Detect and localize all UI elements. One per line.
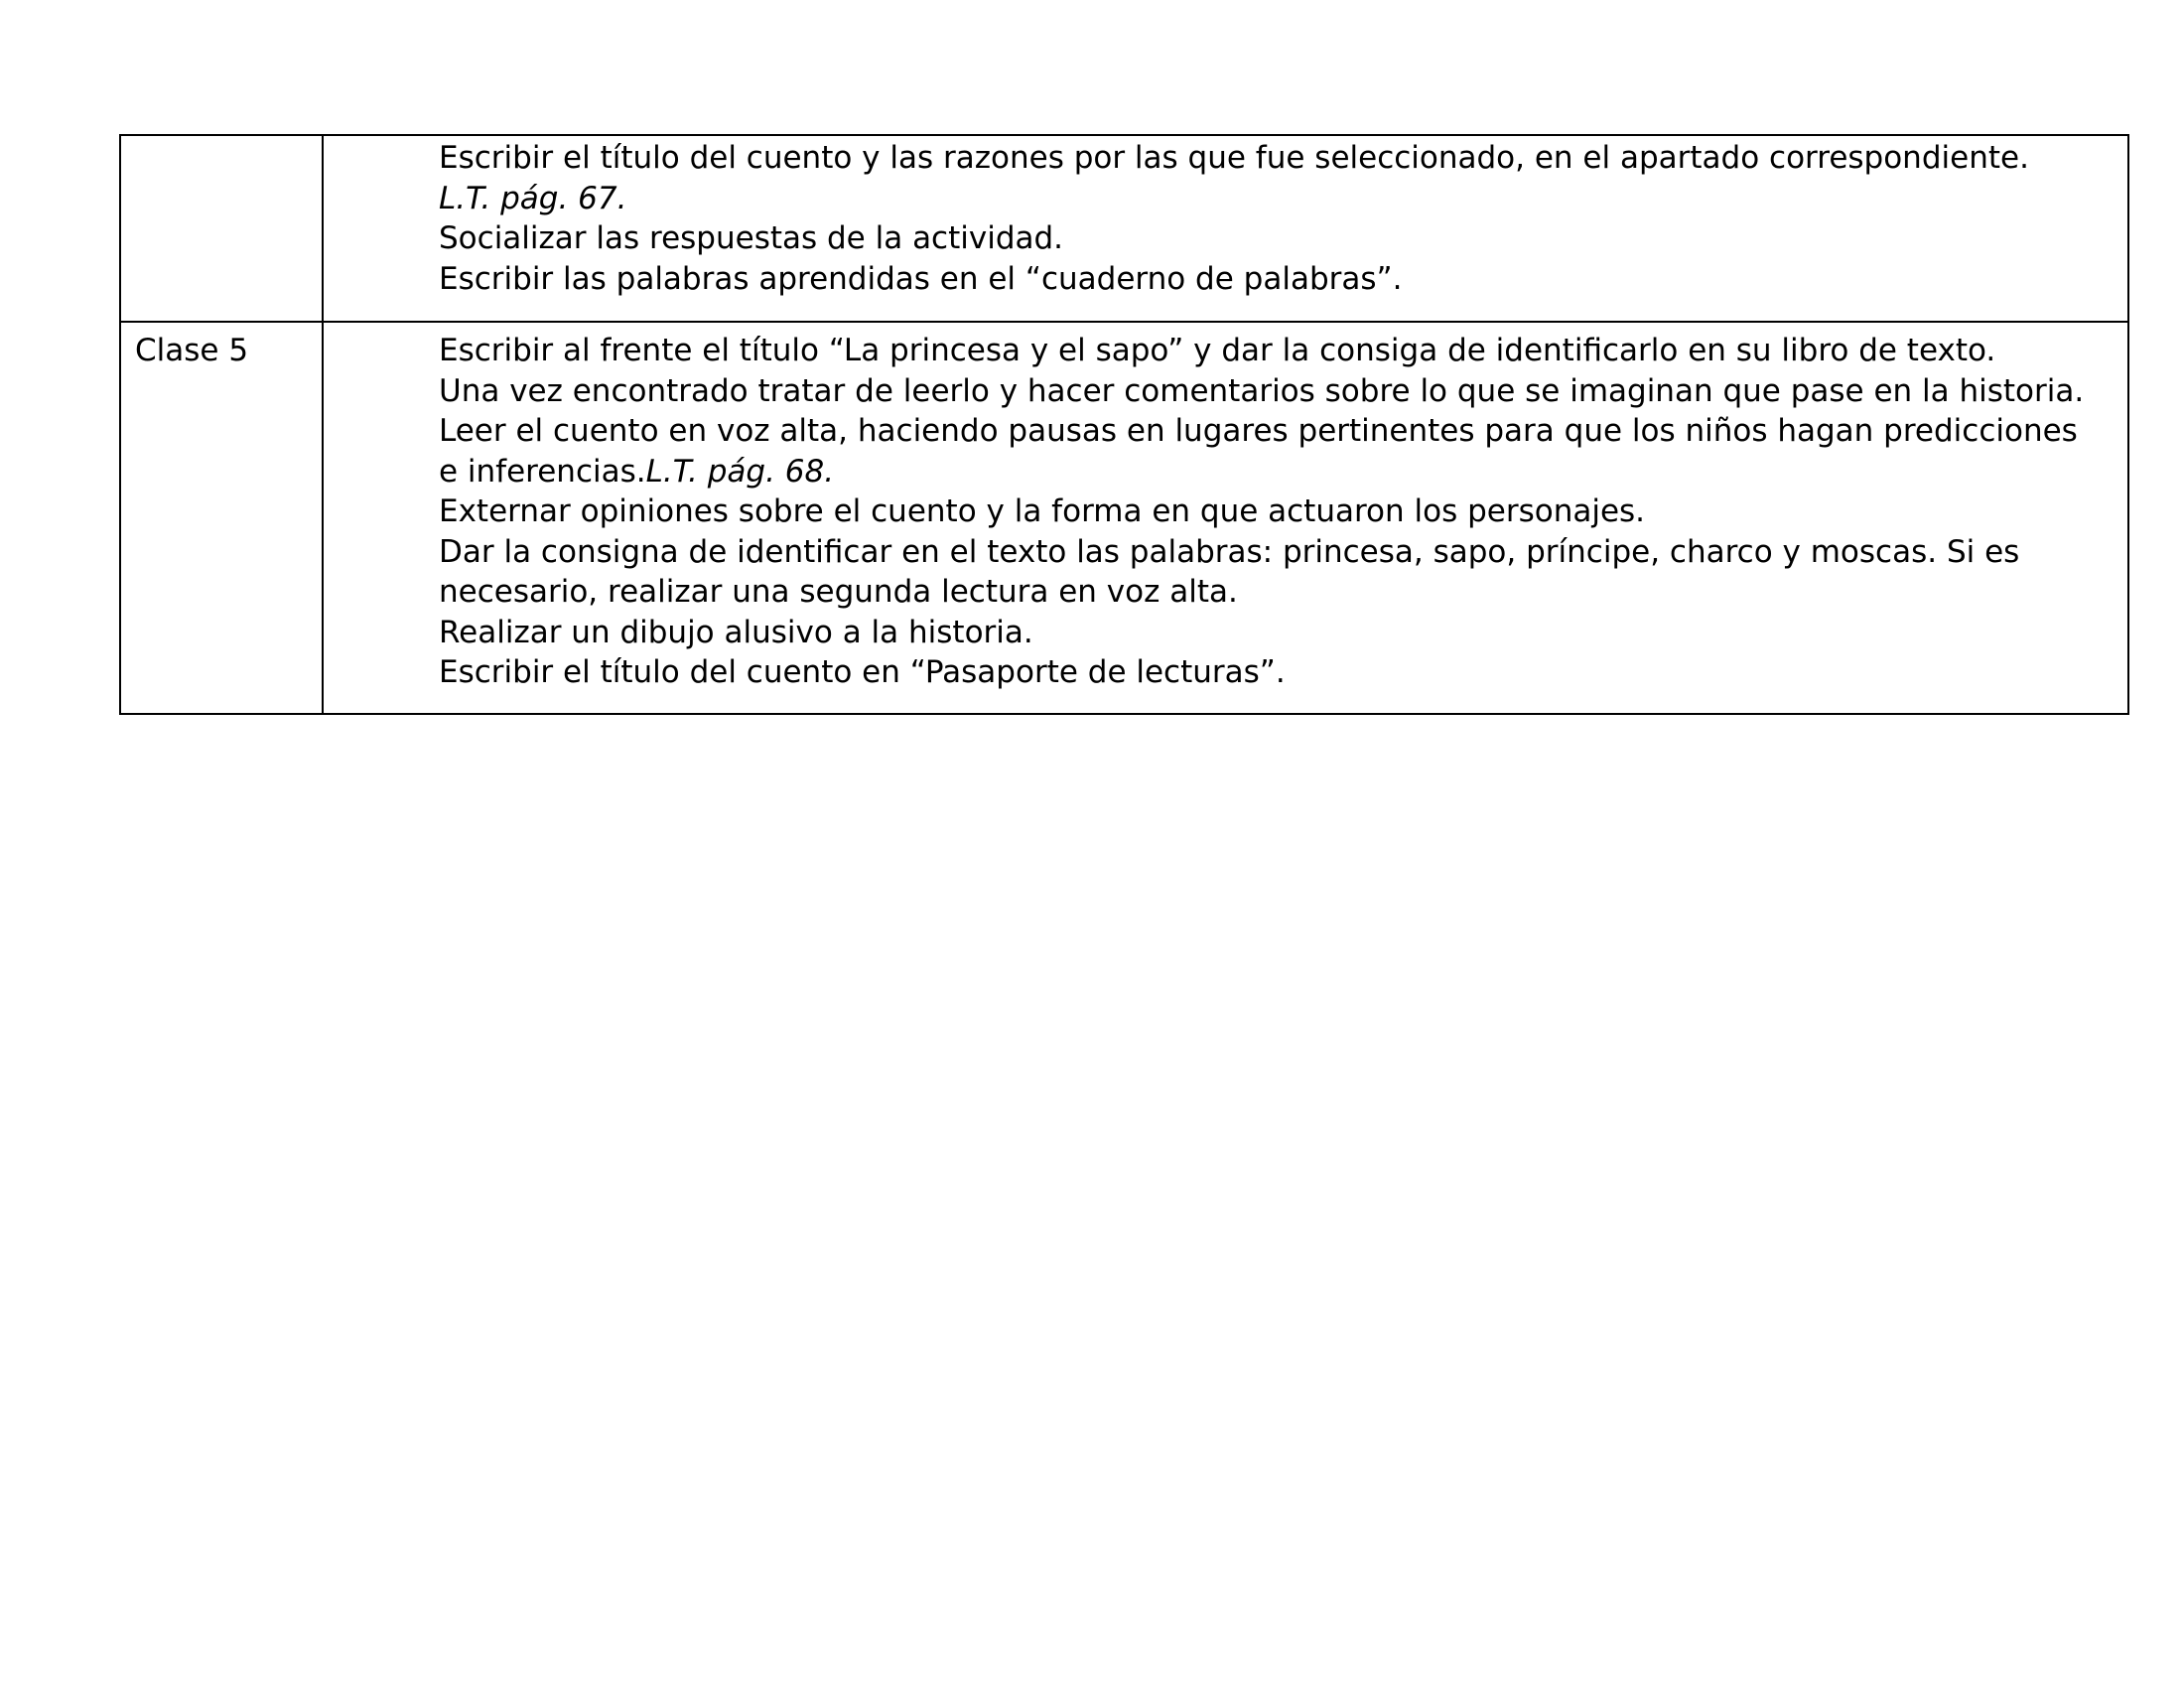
activity-line (439, 532, 2088, 613)
activity-line (439, 138, 2088, 218)
table-row (120, 322, 2128, 714)
activity-line (439, 218, 2088, 259)
activity-text: Socializar las respuestas de la actividad. (439, 220, 1064, 256)
lesson-plan-table (119, 134, 2129, 715)
activity-text: Realizar un dibujo alusivo a la historia. (439, 614, 1033, 650)
activity-line (439, 371, 2088, 412)
activity-text: Escribir el título del cuento y las razones por las que fue seleccionado, en el apartado correspondiente. (439, 140, 2029, 176)
textbook-reference: L.T. pág. 67. (439, 180, 627, 216)
activity-text: Escribir el título del cuento en “Pasaporte de lecturas”. (439, 654, 1286, 690)
activity-text: Una vez encontrado tratar de leerlo y hacer comentarios sobre lo que se imaginan que pase en la historia. (439, 372, 2085, 409)
activity-line (439, 331, 2088, 371)
textbook-reference: L.T. pág. 68. (645, 453, 835, 490)
activity-line (439, 613, 2088, 653)
activity-text: Dar la consigna de identificar en el texto las palabras: princesa, sapo, príncipe, charco y moscas. Si es necesario, realizar una segunda lectura en voz alta. (439, 533, 2020, 610)
activity-text: Leer el cuento en voz alta, haciendo pausas en lugares pertinentes para que los niños hagan predicciones e inferencias. (439, 413, 2078, 490)
session-label: Clase 5 (135, 333, 249, 368)
activity-line (439, 411, 2088, 492)
activity-line (439, 259, 2088, 300)
session-label-cell (120, 135, 323, 322)
activity-text: Escribir al frente el título “La princesa y el sapo” y dar la consiga de identificarlo en su libro de texto. (439, 333, 1996, 368)
activities-cell (323, 322, 2128, 714)
activity-line (439, 652, 2088, 693)
activities-cell (323, 135, 2128, 322)
activity-text: Externar opiniones sobre el cuento y la forma en que actuaron los personajes. (439, 493, 1646, 529)
activity-line (439, 492, 2088, 532)
session-label-cell (120, 322, 323, 714)
activity-text: Escribir las palabras aprendidas en el “cuaderno de palabras”. (439, 260, 1403, 297)
table-row (120, 135, 2128, 322)
